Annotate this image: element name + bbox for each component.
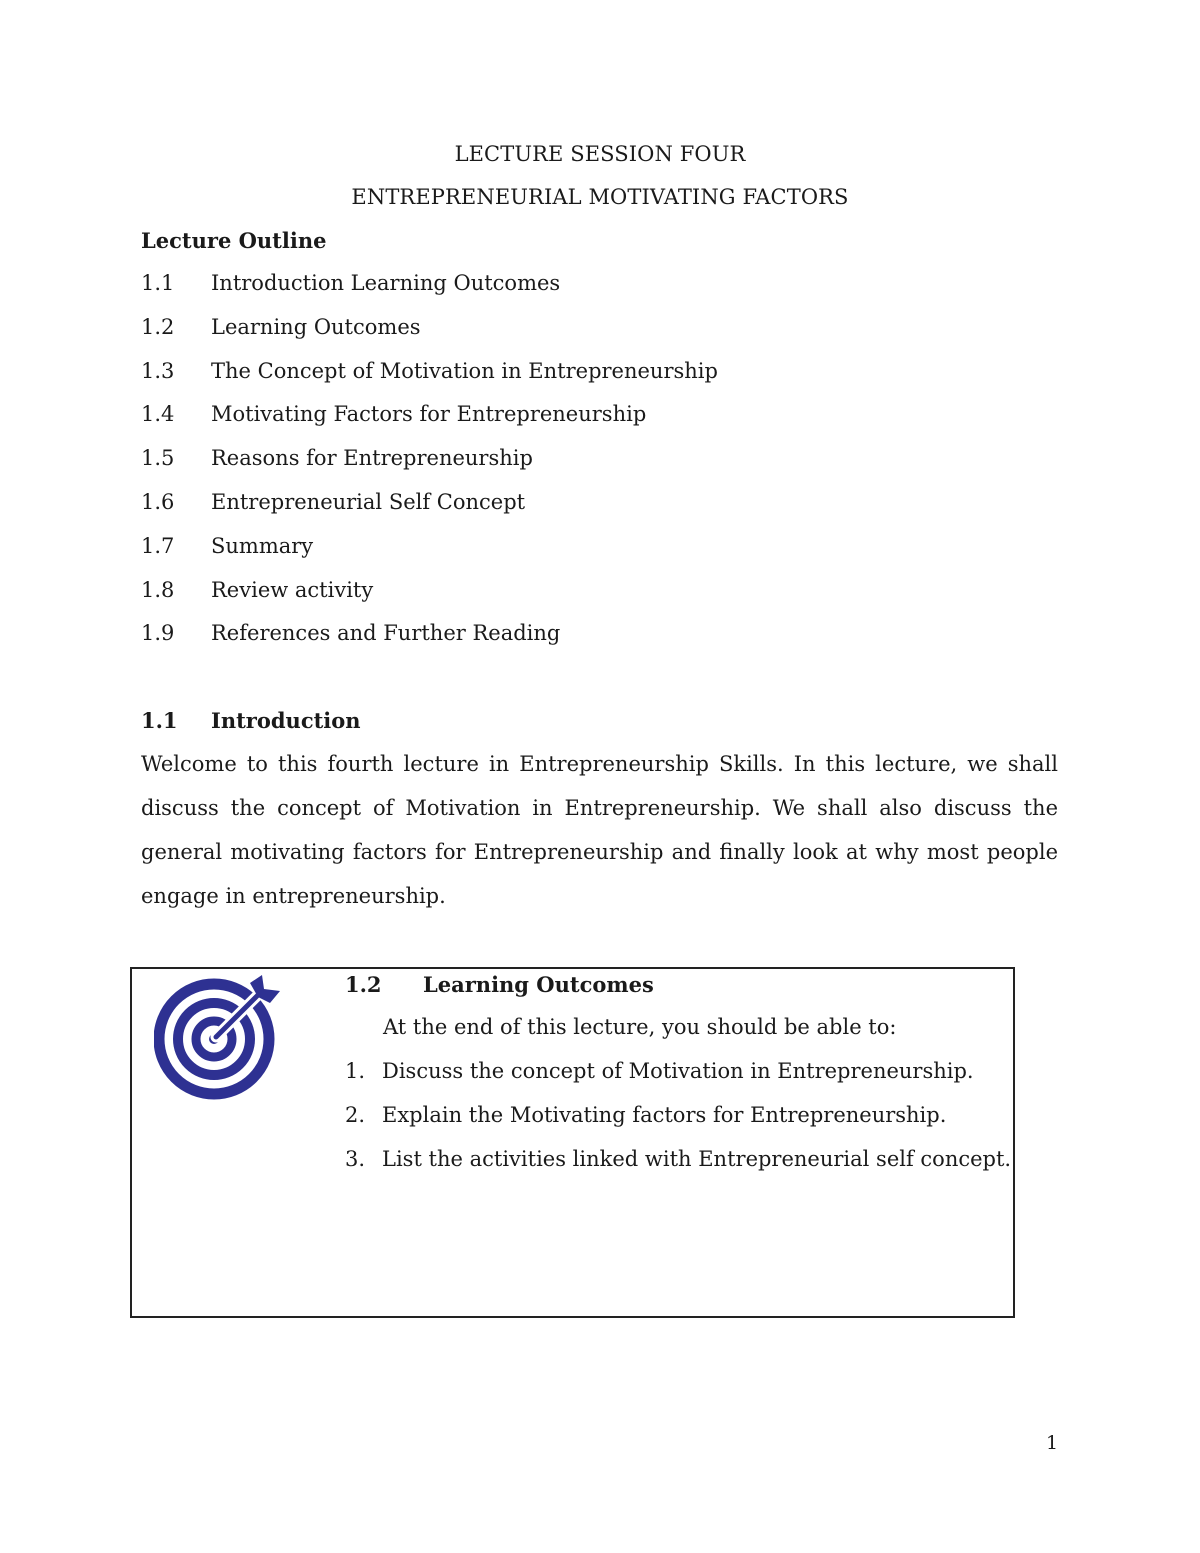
outline-item-text: Motivating Factors for Entrepreneurship xyxy=(211,402,647,427)
outline-item-number: 1.3 xyxy=(141,358,175,383)
section-title: Introduction xyxy=(211,708,361,733)
outline-item-number: 1.4 xyxy=(141,402,175,427)
document-title: LECTURE SESSION FOUR xyxy=(454,142,746,166)
learning-outcome-text: Discuss the concept of Motivation in Entrepreneurship. xyxy=(382,1059,974,1083)
section-number: 1.1 xyxy=(141,708,178,733)
learning-outcome-number: 2. xyxy=(345,1102,366,1127)
target-icon xyxy=(154,973,282,1101)
document-subtitle: ENTREPRENEURIAL MOTIVATING FACTORS xyxy=(351,185,849,209)
outline-item-text: Learning Outcomes xyxy=(211,314,421,339)
outline-item-number: 1.8 xyxy=(141,577,175,602)
page-number: 1 xyxy=(1046,1432,1059,1454)
learning-outcomes-intro: At the end of this lecture, you should be able to: xyxy=(383,1015,897,1039)
outline-item-text: Entrepreneurial Self Concept xyxy=(211,489,526,514)
outline-item-number: 1.6 xyxy=(141,489,175,514)
section-number: 1.2 xyxy=(345,972,382,997)
outline-item-text: Review activity xyxy=(211,577,374,602)
outline-item-text: Introduction Learning Outcomes xyxy=(211,271,561,295)
learning-outcome-number: 3. xyxy=(345,1146,366,1171)
outline-item-text: Reasons for Entrepreneurship xyxy=(211,446,533,471)
outline-item-text: Summary xyxy=(211,533,314,558)
outline-item-number: 1.5 xyxy=(141,446,175,471)
outline-item-number: 1.1 xyxy=(141,271,175,295)
learning-outcomes-box xyxy=(130,967,1015,1318)
outline-item-number: 1.9 xyxy=(141,621,175,646)
learning-outcome-text: List the activities linked with Entrepreneurial self concept. xyxy=(382,1146,1012,1171)
introduction-paragraph: Welcome to this fourth lecture in Entrepreneurship Skills. In this lecture, we shall discuss the concept of Motivation in Entrepreneurship. We shall also discuss the general motivating factors for Entrepreneurship and finally look at why most people engage in entrepreneurship. xyxy=(141,752,1058,908)
outline-item-number: 1.2 xyxy=(141,314,175,339)
outline-item-text: References and Further Reading xyxy=(211,621,561,646)
learning-outcome-text: Explain the Motivating factors for Entrepreneurship. xyxy=(382,1102,947,1127)
outline-item-text: The Concept of Motivation in Entrepreneurship xyxy=(211,358,718,383)
section-title: Learning Outcomes xyxy=(423,972,654,997)
outline-item-number: 1.7 xyxy=(141,533,175,558)
outline-heading: Lecture Outline xyxy=(141,228,327,253)
learning-outcome-number: 1. xyxy=(345,1059,366,1083)
